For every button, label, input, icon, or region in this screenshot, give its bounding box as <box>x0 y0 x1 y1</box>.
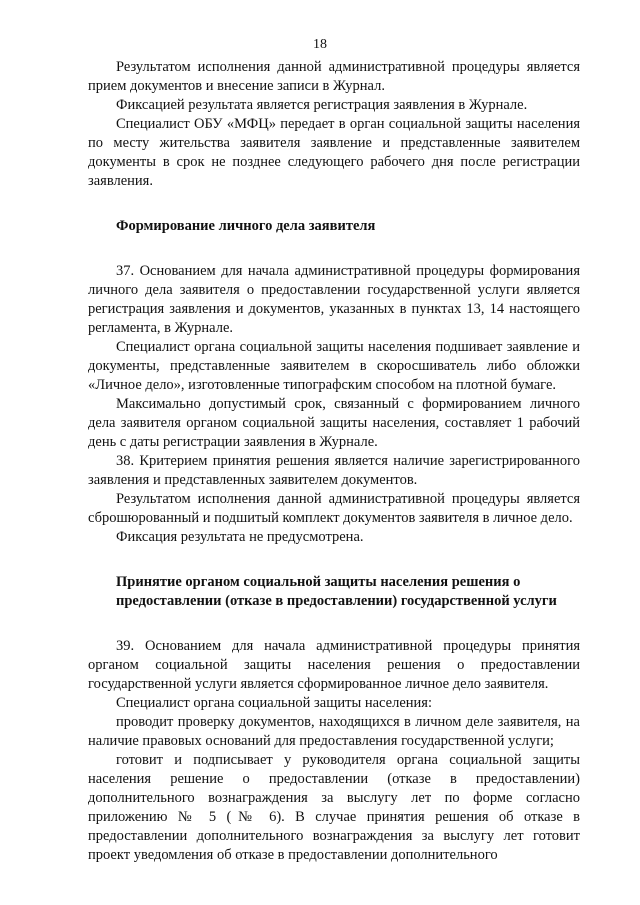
section-heading-line: предоставлении (отказе в предоставлении) государственной услуги <box>116 593 557 609</box>
page-number: 18 <box>313 37 327 52</box>
paragraph: Специалист ОБУ «МФЦ» передает в орган социальной защиты населения по месту жительства заявителя заявление и представленные заявителем документы в срок не позднее следующего рабочего дня после регистрации заявления. <box>88 116 580 189</box>
paragraph: Фиксацией результата является регистрация заявления в Журнале. <box>116 97 528 113</box>
section-heading-line: Принятие органом социальной защиты населения решения о <box>116 574 521 590</box>
paragraph: Максимально допустимый срок, связанный с формированием личного дела заявителя органом социальной защиты населения, составляет 1 рабочий день с даты регистрации заявления в Журнале. <box>88 396 580 450</box>
section-heading <box>88 573 580 611</box>
paragraph: 37. Основанием для начала административной процедуры формирования личного дела заявителя о предоставлении государственной услуги является регистрация заявления и документов, указанных в пунктах 13, 14 настоящего регламента, в Журнале. <box>88 263 580 336</box>
document-body <box>88 58 580 865</box>
paragraph: Специалист органа социальной защиты населения подшивает заявление и документы, представленные заявителем в скоросшиватель либо обложки «Личное дело», изготовленные типографским способом на плотной бумаге. <box>88 339 580 393</box>
paragraph: 38. Критерием принятия решения является наличие зарегистрированного заявления и представленных заявителем документов. <box>88 453 580 488</box>
paragraph: Результатом исполнения данной административной процедуры является сброшюрованный и подшитый комплект документов заявителя в личное дело. <box>88 491 580 526</box>
paragraph: готовит и подписывает у руководителя органа социальной защиты населения решение о предоставлении (отказе в предоставлении) дополнительного вознаграждения за выслугу лет по форме согласно приложению № 5 (№ 6). В случае принятия решения об отказе в предоставлении дополнительного вознаграждения за выслугу лет готовит проект уведомления об отказе в предоставлении дополнительного <box>88 752 580 863</box>
paragraph: Специалист органа социальной защиты населения: <box>116 695 432 711</box>
paragraph: Фиксация результата не предусмотрена. <box>116 529 364 545</box>
paragraph: проводит проверку документов, находящихся в личном деле заявителя, на наличие правовых оснований для предоставления государственной услуги; <box>88 714 580 749</box>
paragraph: 39. Основанием для начала административной процедуры принятия органом социальной защиты населения решения о предоставлении государственной услуги является сформированное личное дело заявителя. <box>88 638 580 692</box>
paragraph: Результатом исполнения данной административной процедуры является прием документов и внесение записи в Журнал. <box>88 59 580 94</box>
section-heading: Формирование личного дела заявителя <box>116 218 376 234</box>
